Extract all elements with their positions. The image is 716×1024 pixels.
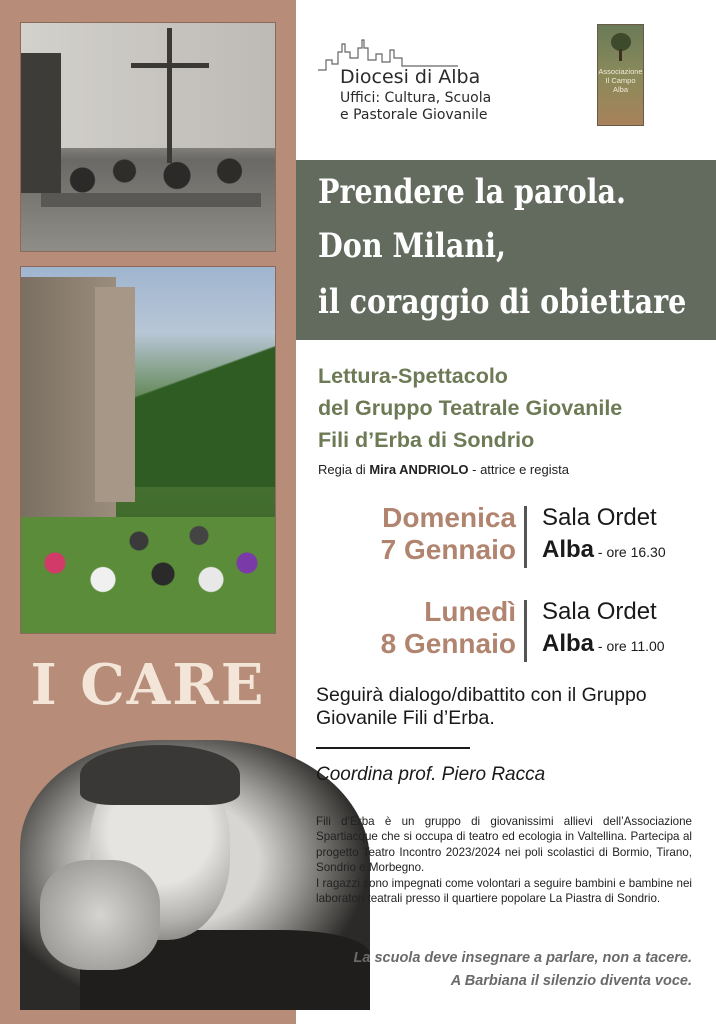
date-divider xyxy=(524,506,527,568)
association-logo xyxy=(597,24,644,126)
association-name: Associazione Il Campo Alba xyxy=(598,67,643,94)
quote-line-2: A Barbiana il silenzio diventa voce. xyxy=(450,973,692,989)
subtitle-line-1: Lettura-Spettacolo xyxy=(318,364,508,388)
coordinator-text: Coordina prof. Piero Racca xyxy=(316,764,546,785)
historic-classroom-photo xyxy=(20,22,276,252)
event-2-location: Sala Ordet Alba - ore 11.00 xyxy=(542,598,665,657)
diocesi-logo xyxy=(318,38,493,128)
description-text xyxy=(316,814,692,906)
i-care-slogan: I CARE xyxy=(30,652,266,718)
date-divider xyxy=(524,600,527,662)
follow-up-text: Seguirà dialogo/dibattito con il Gruppo Giovanile Fili d’Erba. xyxy=(316,684,647,729)
description-paragraph: I ragazzi sono impegnati come volontari a seguire bambini e bambine nei laboratori teatrali presso il quartiere popolare La Piastra di Sondrio. xyxy=(316,876,692,906)
quote-line-1: La scuola deve insegnare a parlare, non a tacere. xyxy=(353,950,692,966)
diocesi-offices: Uffici: Cultura, Scuola e Pastorale Giovanile xyxy=(340,90,492,123)
event-1 xyxy=(298,502,716,572)
title-band xyxy=(296,160,716,340)
divider-line xyxy=(316,747,470,749)
event-2 xyxy=(298,596,716,666)
event-1-date: Domenica 7 Gennaio xyxy=(380,502,516,565)
description-paragraph: Fili d’Erba è un gruppo di giovanissimi allievi dell’Associazione Spartiacque che si occupa di teatro ed ecologia in Valtellina. Partecipa al progetto Teatro Incontro 2023/2024 nei poli scolastici di Bormio, Tirano, Sondrio e Morbegno. xyxy=(316,815,692,875)
event-1-location: Sala Ordet Alba - ore 16.30 xyxy=(542,504,666,563)
event-2-date: Lunedì 8 Gennaio xyxy=(380,596,516,659)
title-line-1: Prendere la parola. xyxy=(318,172,626,212)
church-courtyard-photo xyxy=(20,266,276,634)
direction-credit: Regia di Mira ANDRIOLO - attrice e regista xyxy=(318,462,569,477)
subtitle-line-3: Fili d’Erba di Sondrio xyxy=(318,428,535,452)
subtitle-line-2: del Gruppo Teatrale Giovanile xyxy=(318,396,623,420)
title-line-3: il coraggio di obiettare xyxy=(318,282,687,322)
diocesi-name: Diocesi di Alba xyxy=(340,66,481,88)
title-line-2: Don Milani, xyxy=(318,226,506,266)
